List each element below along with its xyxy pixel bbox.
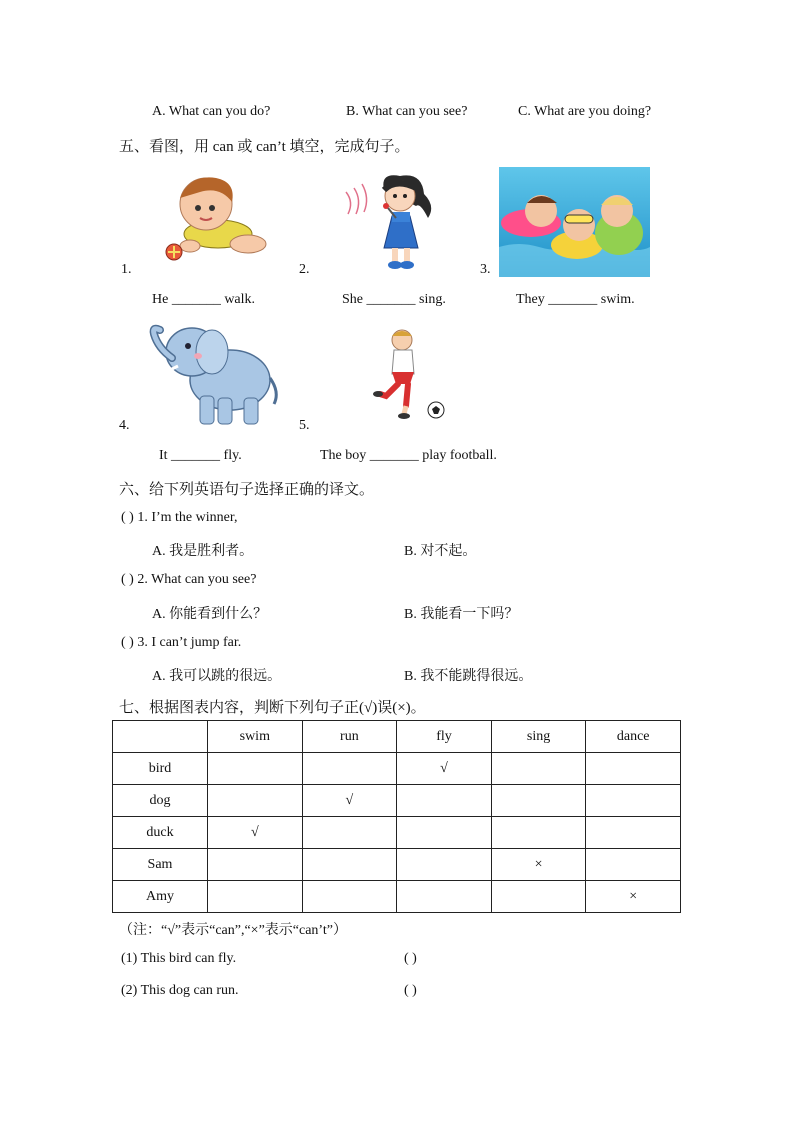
table-cell: Amy <box>113 881 208 913</box>
table-cell <box>397 849 492 881</box>
pic-number-4: 4. <box>119 418 130 433</box>
question-1: ( ) 1. I’m the winner, <box>121 510 238 525</box>
question-3-option-b: B. 我不能跳得很远。 <box>404 669 533 684</box>
table-header: swim <box>208 721 303 753</box>
table-cell <box>208 785 303 817</box>
option-c: C. What are you doing? <box>518 104 652 119</box>
table-cell <box>586 817 681 849</box>
statement-2-blank: ( ) <box>404 983 417 998</box>
question-2-option-a: A. 你能看到什么？ <box>152 607 268 622</box>
table-cell <box>586 785 681 817</box>
table-row <box>113 881 681 913</box>
question-3-option-a: A. 我可以跳的很远。 <box>152 669 282 684</box>
sentence-1: He _______ walk. <box>152 292 256 307</box>
question-2-option-b: B. 我能看一下吗？ <box>404 607 519 622</box>
table-cell <box>208 753 303 785</box>
table-cell: × <box>586 881 681 913</box>
statement-1-blank: ( ) <box>404 951 417 966</box>
section6-title: 六、给下列英语句子选择正确的译文。 <box>119 482 375 498</box>
section7-title: 七、根据图表内容，判断下列句子正(√)误(×)。 <box>119 700 426 716</box>
table-row <box>113 817 681 849</box>
table-row <box>113 785 681 817</box>
sentence-5: The boy _______ play football. <box>320 448 497 463</box>
question-1-option-b: B. 对不起。 <box>404 544 477 559</box>
table-cell: dog <box>113 785 208 817</box>
option-b: B. What can you see? <box>346 104 468 119</box>
table-row <box>113 753 681 785</box>
table-cell <box>491 881 586 913</box>
table-cell <box>302 817 397 849</box>
table-cell <box>208 881 303 913</box>
sentence-2: She _______ sing. <box>342 292 446 307</box>
table-cell: √ <box>208 817 303 849</box>
option-a: A. What can you do? <box>152 104 271 119</box>
table-cell <box>586 849 681 881</box>
table-cell: bird <box>113 753 208 785</box>
table-header: dance <box>586 721 681 753</box>
ability-table <box>112 720 681 913</box>
pic-number-5: 5. <box>299 418 310 433</box>
table-cell: √ <box>302 785 397 817</box>
table-cell: Sam <box>113 849 208 881</box>
table-header: sing <box>491 721 586 753</box>
table-cell <box>397 785 492 817</box>
pic-number-3: 3. <box>480 262 491 277</box>
pic-number-2: 2. <box>299 262 310 277</box>
table-cell <box>397 881 492 913</box>
table-cell: √ <box>397 753 492 785</box>
table-note: （注：“√”表示“can”,“×”表示“can’t”） <box>119 923 347 938</box>
sentence-4: It _______ fly. <box>159 448 242 463</box>
table-row <box>113 849 681 881</box>
question-1-option-a: A. 我是胜利者。 <box>152 544 254 559</box>
table-header-row <box>113 721 681 753</box>
elephant-illustration <box>148 318 282 430</box>
statement-1: (1) This bird can fly. <box>121 951 237 966</box>
table-header: run <box>302 721 397 753</box>
sentence-3: They _______ swim. <box>516 292 635 307</box>
table-cell <box>586 753 681 785</box>
table-cell <box>302 849 397 881</box>
baby-crawling-illustration <box>160 172 272 264</box>
table-cell: duck <box>113 817 208 849</box>
section5-title: 五、看图，用 can 或 can’t 填空，完成句子。 <box>119 139 410 155</box>
boy-football-illustration <box>370 328 452 420</box>
question-2: ( ) 2. What can you see? <box>121 572 257 587</box>
statement-2: (2) This dog can run. <box>121 983 239 998</box>
table-cell <box>302 753 397 785</box>
table-cell <box>491 817 586 849</box>
table-cell <box>397 817 492 849</box>
table-cell: × <box>491 849 586 881</box>
table-header: fly <box>397 721 492 753</box>
table-cell <box>491 753 586 785</box>
question-3: ( ) 3. I can’t jump far. <box>121 635 242 650</box>
children-swimming-photo <box>499 167 650 277</box>
table-cell <box>302 881 397 913</box>
table-cell <box>208 849 303 881</box>
girl-singing-illustration <box>340 172 440 270</box>
pic-number-1: 1. <box>121 262 132 277</box>
table-header <box>113 721 208 753</box>
table-cell <box>491 785 586 817</box>
